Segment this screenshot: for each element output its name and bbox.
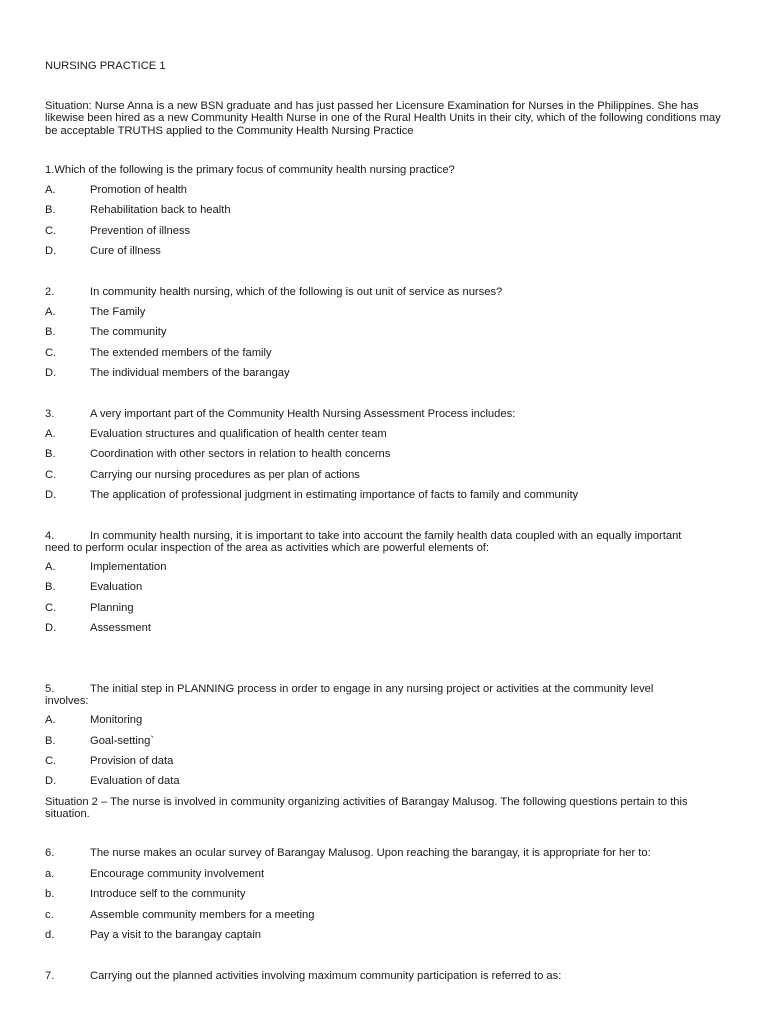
option-label: b. [45,888,55,900]
option-label: D. [45,775,57,787]
question-text: A very important part of the Community Health Nursing Assessment Process includes: [90,408,516,420]
option-label: A. [45,306,56,318]
question-text: In community health nursing, it is important to take into account the family health data coupled with an equally important [90,530,682,542]
option-label: B. [45,735,56,747]
option-label: C. [45,755,57,767]
option-label: d. [45,929,55,941]
question-number: 4. [45,530,55,542]
question-number: 5. [45,683,55,695]
question-text: The initial step in PLANNING process in order to engage in any nursing project or activities at the community level [90,683,654,695]
option-text: Carrying our nursing procedures as per plan of actions [90,469,360,481]
option-label: A. [45,184,56,196]
option-text: Provision of data [90,755,174,767]
question-1-text: 1.Which of the following is the primary focus of community health nursing practice? [45,164,455,176]
question-4-continuation: need to perform ocular inspection of the area as activities which are powerful elements of: [45,542,490,554]
option-text: The individual members of the barangay [90,367,290,379]
option-text: Rehabilitation back to health [90,204,231,216]
situation-2: Situation 2 – The nurse is involved in community organizing activities of Barangay Malusog. The following questions pertain to this situation. [45,796,688,821]
option-text: Implementation [90,561,167,573]
option-label: A. [45,428,56,440]
option-text: Evaluation [90,581,143,593]
question-text: Carrying out the planned activities involving maximum community participation is referred to as: [90,970,562,982]
option-label: a. [45,868,55,880]
option-text: Goal-setting` [90,735,155,747]
question-5-continuation: involves: [45,695,89,707]
option-text: Assemble community members for a meeting [90,909,315,921]
option-text: Encourage community involvement [90,868,265,880]
option-label: C. [45,602,57,614]
option-label: A. [45,714,56,726]
question-text: The nurse makes an ocular survey of Barangay Malusog. Upon reaching the barangay, it is appropriate for her to: [90,847,651,859]
question-number: 3. [45,408,55,420]
option-label: B. [45,204,56,216]
option-text: The application of professional judgment in estimating importance of facts to family and community [90,489,579,501]
option-label: B. [45,448,56,460]
option-text: Evaluation structures and qualification of health center team [90,428,387,440]
option-text: Promotion of health [90,184,188,196]
option-text: Planning [90,602,134,614]
option-text: Evaluation of data [90,775,180,787]
option-text: Assessment [90,622,151,634]
situation-1: Situation: Nurse Anna is a new BSN graduate and has just passed her Licensure Examination for Nurses in the Philippines. She has likewise been hired as a new Community Health Nurse in one of the Rural Health Units in their city, which of the following conditions may be acceptable TRUTHS applied to the Community Health Nursing Practice [45,100,721,137]
option-label: D. [45,489,57,501]
option-text: The Family [90,306,146,318]
option-text: Coordination with other sectors in relation to health concerns [90,448,391,460]
option-label: D. [45,622,57,634]
option-label: D. [45,367,57,379]
option-text: Cure of illness [90,245,161,257]
question-number: 7. [45,970,55,982]
option-label: B. [45,581,56,593]
option-text: Introduce self to the community [90,888,246,900]
question-text: In community health nursing, which of the following is out unit of service as nurses? [90,286,503,298]
option-label: C. [45,225,57,237]
option-label: C. [45,347,57,359]
option-label: B. [45,326,56,338]
question-number: 2. [45,286,55,298]
option-text: Monitoring [90,714,143,726]
option-text: Prevention of illness [90,225,191,237]
option-label: A. [45,561,56,573]
question-number: 6. [45,847,55,859]
page-title: NURSING PRACTICE 1 [45,60,166,72]
option-text: The extended members of the family [90,347,272,359]
option-label: c. [45,909,54,921]
option-text: Pay a visit to the barangay captain [90,929,262,941]
option-text: The community [90,326,167,338]
option-label: C. [45,469,57,481]
option-label: D. [45,245,57,257]
